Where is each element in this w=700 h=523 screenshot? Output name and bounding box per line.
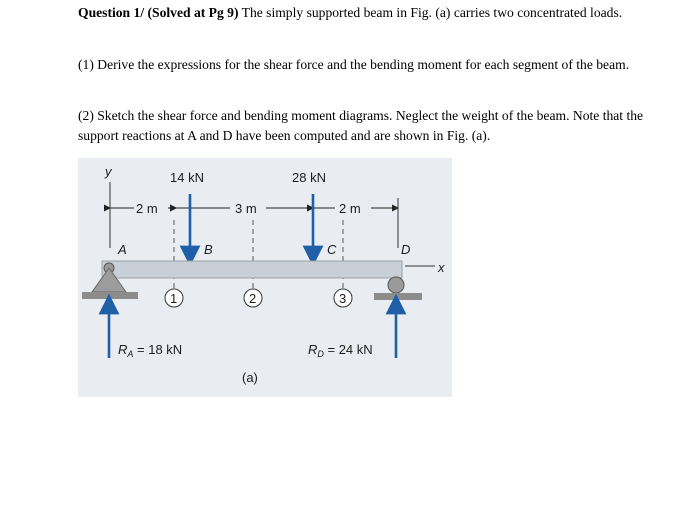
question-title — [78, 3, 653, 23]
section-1-label: 1 — [170, 291, 178, 306]
beam-figure — [78, 158, 452, 397]
reaction-a-label: $R_A = 18$ kN — [118, 342, 183, 359]
point-c-label: C — [327, 242, 337, 257]
dim-2m-right: 2 m — [339, 201, 361, 216]
point-b-label: B — [204, 242, 213, 257]
load-28kn-label: 28 kN — [292, 170, 326, 185]
question-title-bold: Question 1/ (Solved at Pg 9) — [78, 5, 239, 20]
support-d-roller — [388, 277, 404, 293]
x-axis-label: x — [438, 260, 445, 275]
load-14kn-label: 14 kN — [170, 170, 204, 185]
beam-diagram — [78, 158, 452, 397]
point-d-label: D — [401, 242, 411, 257]
dim-2m-left: 2 m — [136, 201, 158, 216]
question-part-1: (1) Derive the expressions for the shear force and the bending moment for each segment of the beam. — [78, 57, 630, 72]
section-2-label: 2 — [249, 291, 257, 306]
section-3-label: 3 — [339, 291, 347, 306]
ground-d — [374, 293, 422, 300]
dim-3m: 3 m — [235, 201, 257, 216]
point-a-label: A — [118, 242, 127, 257]
reaction-d-label: $R_D = 24$ kN — [308, 342, 373, 359]
beam — [102, 261, 402, 278]
y-axis-label: y — [105, 164, 112, 179]
question-title-text: The simply supported beam in Fig. (a) carries two concentrated loads. — [238, 5, 623, 20]
figure-caption: (a) — [242, 370, 258, 385]
ground-a — [82, 292, 138, 299]
question-part-2: (2) Sketch the shear force and bending moment diagrams. Neglect the weight of the beam. Note that the support reactions at A and D have been computed and are shown in Fig. (a). — [78, 108, 644, 143]
